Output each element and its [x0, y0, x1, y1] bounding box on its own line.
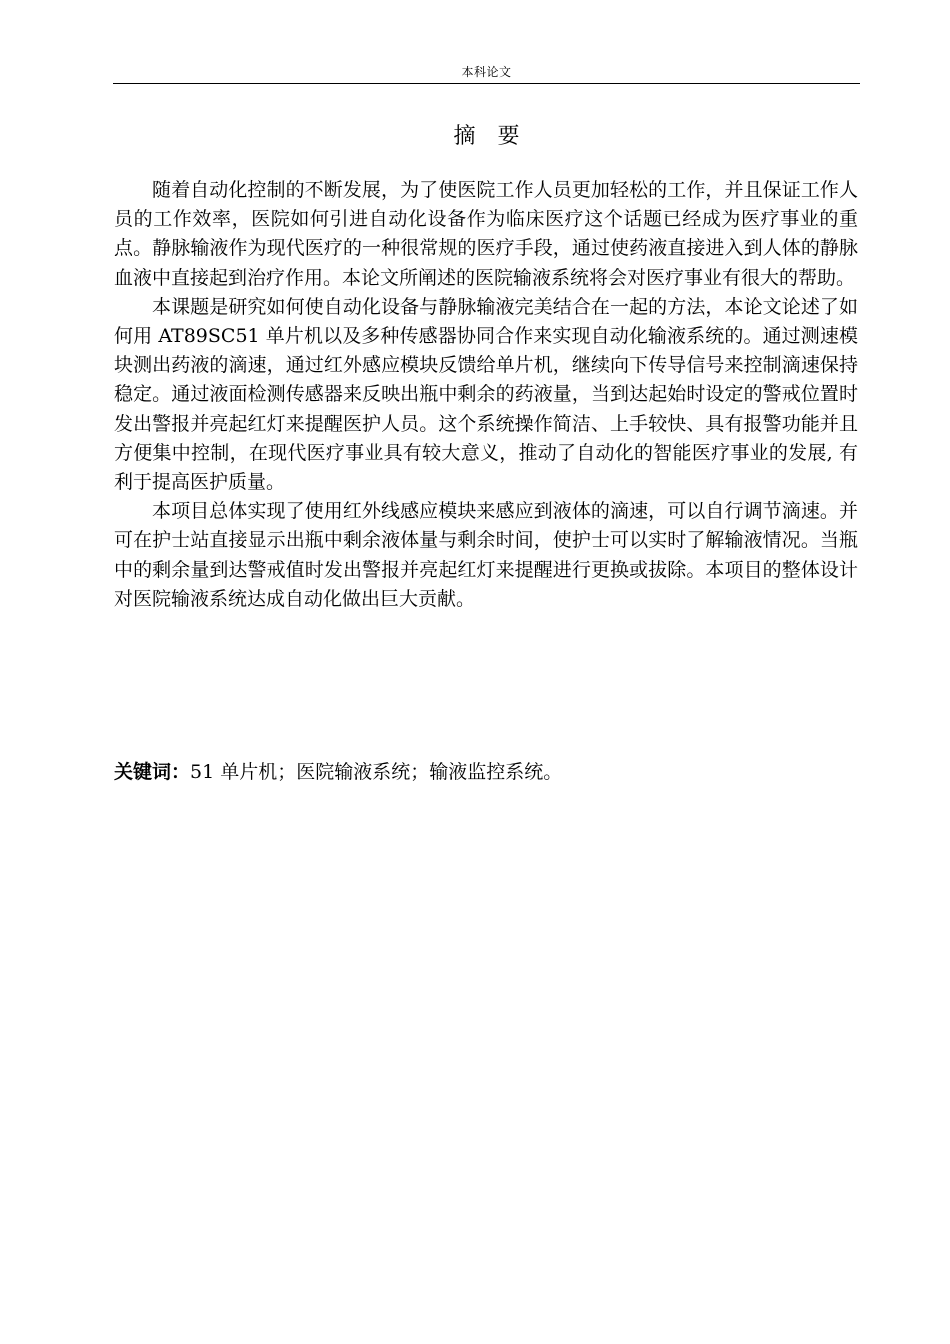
keywords-label: 关键词： — [114, 761, 191, 783]
abstract-paragraph-3: 本项目总体实现了使用红外线感应模块来感应到液体的滴速，可以自行调节滴速。并可在护士站直接显示出瓶中剩余液体量与剩余时间，使护士可以实时了解输液情况。当瓶中的剩余量到达警戒值时发出警报并亮起红灯来提醒进行更换或拔除。本项目的整体设计对医院输液系统达成自动化做出巨大贡献。 — [114, 500, 858, 610]
header-rule — [113, 83, 860, 84]
abstract-body — [114, 176, 858, 614]
keywords-text: 51 单片机；医院输液系统；输液监控系统。 — [190, 761, 563, 783]
keywords-line — [114, 758, 858, 787]
abstract-paragraph-1: 随着自动化控制的不断发展，为了使医院工作人员更加轻松的工作，并且保证工作人员的工作效率，医院如何引进自动化设备作为临床医疗这个话题已经成为医疗事业的重点。静脉输液作为现代医疗的一种很常规的医疗手段，通过使药液直接进入到人体的静脉血液中直接起到治疗作用。本论文所阐述的医院输液系统将会对医疗事业有很大的帮助。 — [114, 179, 858, 289]
running-header: 本科论文 — [461, 65, 512, 79]
abstract-title: 摘 要 — [453, 124, 520, 149]
abstract-paragraph-2: 本课题是研究如何使自动化设备与静脉输液完美结合在一起的方法，本论文论述了如何用 AT89SC51 单片机以及多种传感器协同合作来实现自动化输液系统的。通过测速模块测出药液的滴速，通过红外感应模块反馈给单片机，继续向下传导信号来控制滴速保持稳定。通过液面检测传感器来反映出瓶中剩余的药液量，当到达起始时设定的警戒位置时发出警报并亮起红灯来提醒医护人员。这个系统操作简洁、上手较快、具有报警功能并且方便集中控制，在现代医疗事业具有较大意义，推动了自动化的智能医疗事业的发展, 有利于提高医护质量。 — [114, 295, 858, 494]
